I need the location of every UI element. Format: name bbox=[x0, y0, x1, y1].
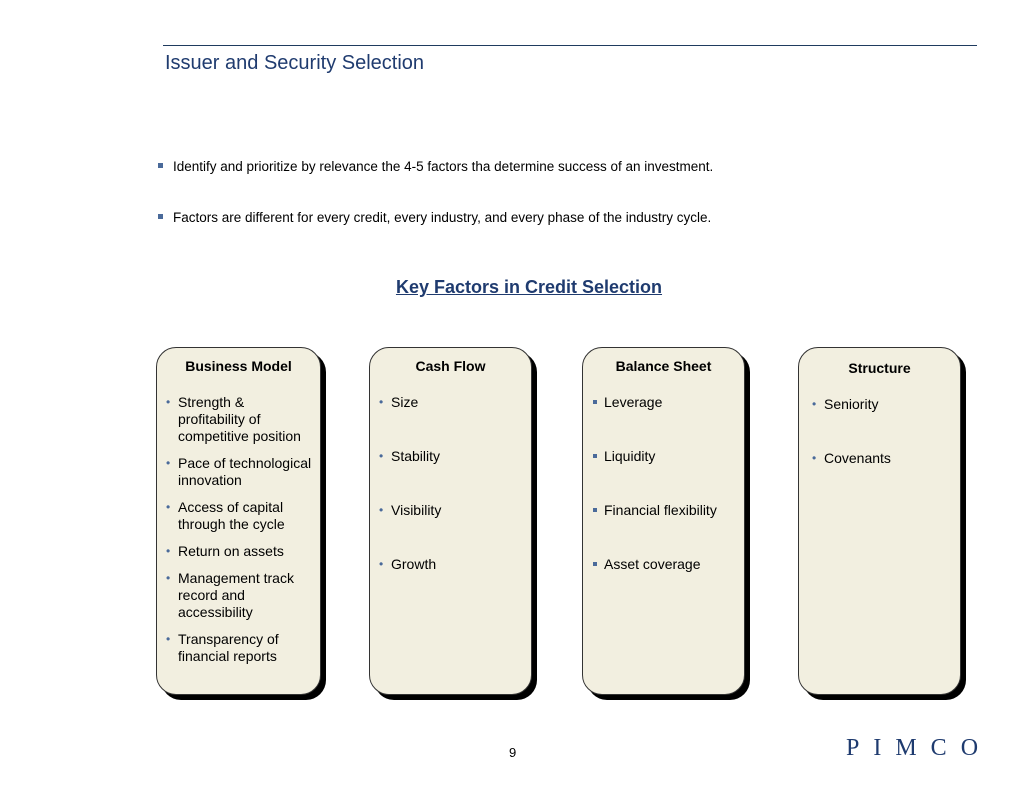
dot-bullet-icon: • bbox=[166, 632, 171, 646]
list-item: • Access of capital through the cycle bbox=[166, 499, 285, 532]
list-item: • Growth bbox=[379, 556, 437, 572]
list-item: Asset coverage bbox=[592, 556, 736, 573]
dot-bullet-icon: • bbox=[379, 557, 384, 571]
bullet-text: Identify and prioritize by relevance the 4-5 factors tha determine success of an investment. bbox=[173, 159, 714, 174]
dot-bullet-icon: • bbox=[166, 571, 171, 585]
title-rule bbox=[163, 45, 977, 46]
factor-card-balance-sheet bbox=[582, 347, 745, 695]
dot-bullet-icon: • bbox=[379, 395, 384, 409]
square-bullet-icon bbox=[593, 508, 597, 512]
dot-bullet-icon: • bbox=[166, 544, 171, 558]
list-item: • Seniority bbox=[812, 396, 879, 412]
dot-bullet-icon: • bbox=[166, 395, 171, 409]
slide-title: Issuer and Security Selection bbox=[165, 52, 425, 74]
dot-bullet-icon: • bbox=[379, 449, 384, 463]
card-title: Structure bbox=[848, 360, 911, 376]
section-heading: Key Factors in Credit Selection bbox=[395, 277, 663, 297]
list-item: Liquidity bbox=[592, 448, 736, 465]
dot-bullet-icon: • bbox=[166, 456, 171, 470]
page-number: 9 bbox=[509, 745, 517, 760]
bullet-point-2 bbox=[158, 210, 711, 225]
square-bullet-icon bbox=[593, 454, 597, 458]
list-item: • Management track record and accessibility bbox=[166, 570, 294, 620]
factor-card-structure bbox=[798, 347, 961, 695]
factor-list bbox=[812, 396, 952, 467]
dot-bullet-icon: • bbox=[379, 503, 384, 517]
dot-bullet-icon: • bbox=[812, 451, 817, 465]
factor-list bbox=[166, 394, 312, 665]
factor-list bbox=[379, 394, 523, 573]
factor-card-cash-flow bbox=[369, 347, 532, 695]
square-bullet-icon bbox=[593, 562, 597, 566]
list-item: • Visibility bbox=[379, 502, 442, 518]
list-item: • Stability bbox=[379, 448, 441, 464]
factor-list bbox=[592, 394, 736, 573]
square-bullet-icon bbox=[158, 214, 163, 219]
list-item: • Strength & profitability of competitive position bbox=[166, 394, 301, 444]
dot-bullet-icon: • bbox=[166, 500, 171, 514]
list-item: • Return on assets bbox=[166, 543, 284, 559]
list-item: Leverage bbox=[592, 394, 736, 411]
list-item: • Covenants bbox=[812, 450, 891, 466]
square-bullet-icon bbox=[593, 400, 597, 404]
card-title: Business Model bbox=[185, 358, 292, 374]
list-item: Financial flexibility bbox=[592, 502, 736, 519]
square-bullet-icon bbox=[158, 163, 163, 168]
card-title: Cash Flow bbox=[415, 358, 486, 374]
list-item: • Pace of technological innovation bbox=[166, 455, 312, 488]
bullet-text: Factors are different for every credit, every industry, and every phase of the industry cycle. bbox=[173, 210, 712, 225]
list-item: • Size bbox=[379, 394, 419, 410]
list-item: • Transparency of financial reports bbox=[166, 631, 279, 664]
card-title: Balance Sheet bbox=[615, 358, 712, 374]
dot-bullet-icon: • bbox=[812, 397, 817, 411]
bullet-point-1 bbox=[158, 159, 713, 174]
pimco-logo: PIMCO bbox=[846, 735, 993, 761]
factor-card-business-model bbox=[156, 347, 321, 695]
